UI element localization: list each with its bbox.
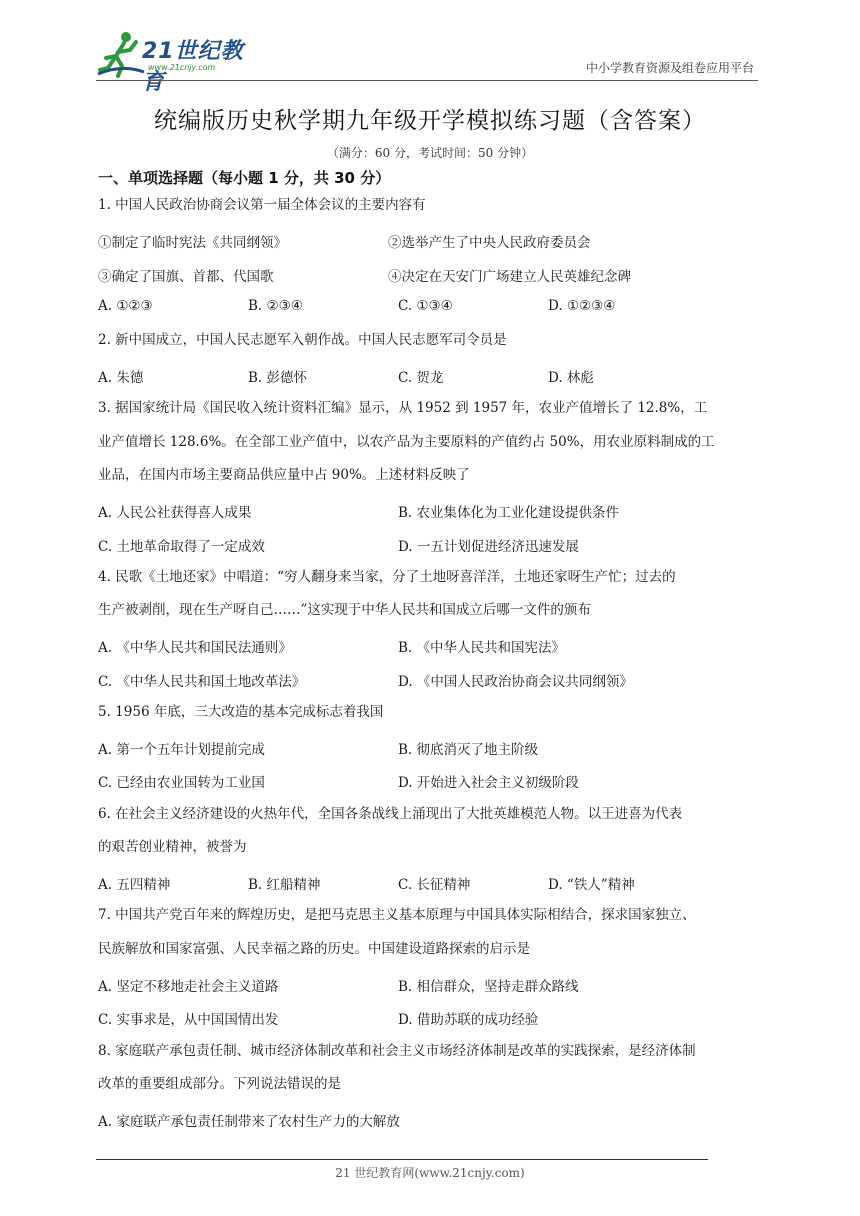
answer-option: A. 朱德 — [98, 370, 144, 386]
question-stem-line: 生产被剥削，现在生产呀自己……”这实现于中华人民共和国成立后哪一文件的颁布 — [98, 602, 591, 618]
statement-item: ②选举产生了中央人民政府委员会 — [388, 235, 591, 251]
platform-name: 中小学教育资源及组卷应用平台 — [585, 61, 754, 75]
logo-text: 21世纪教育 — [142, 39, 244, 95]
header-divider — [96, 80, 758, 81]
answer-option: D. 《中国人民政治协商会议共同纲领》 — [398, 674, 633, 690]
answer-option: D. 借助苏联的成功经验 — [398, 1012, 539, 1028]
question-stem-line: 4. 民歌《土地还家》中唱道：“穷人翻身来当家，分了土地呀喜洋洋，土地还家呀生产忙；过去的 — [98, 569, 676, 585]
answer-option: C. 长征精神 — [398, 877, 471, 893]
answer-option: B. 《中华人民共和国宪法》 — [398, 640, 566, 656]
question-stem-line: 7. 中国共产党百年来的辉煌历史，是把马克思主义基本原理与中国具体实际相结合，探求国家独立、 — [98, 907, 696, 923]
question-stem-line: 3. 据国家统计局《国民收入统计资料汇编》显示，从 1952 到 1957 年，农业产值增长了 12.8%，工 — [98, 400, 708, 416]
answer-option: A. 《中华人民共和国民法通则》 — [98, 640, 292, 656]
question-stem-line: 改革的重要组成部分。下列说法错误的是 — [98, 1076, 341, 1092]
answer-option: B. 红船精神 — [248, 877, 321, 893]
question-stem: 5. 1956 年底，三大改造的基本完成标志着我国 — [98, 704, 384, 720]
question-stem-line: 的艰苦创业精神，被誉为 — [98, 839, 247, 855]
question-stem-line: 8. 家庭联产承包责任制、城市经济体制改革和社会主义市场经济体制是改革的实践探索，是经济体制 — [98, 1043, 696, 1059]
runner-logo-icon — [96, 28, 146, 78]
question-stem-line: 6. 在社会主义经济建设的火热年代，全国各条战线上涌现出了大批英雄模范人物。以王进喜为代表 — [98, 806, 683, 822]
answer-option: A. 五四精神 — [98, 877, 171, 893]
question-stem: 2. 新中国成立，中国人民志愿军入朝作战。中国人民志愿军司令员是 — [98, 332, 507, 348]
answer-option: B. 农业集体化为工业化建设提供条件 — [398, 505, 620, 521]
answer-option: D. 林彪 — [548, 370, 594, 386]
answer-option: D. 开始进入社会主义初级阶段 — [398, 775, 579, 791]
answer-option: A. ①②③ — [98, 298, 153, 314]
answer-option: D. ①②③④ — [548, 298, 616, 314]
page-header — [96, 28, 758, 95]
question-stem-line: 民族解放和国家富强、人民幸福之路的历史。中国建设道路探索的启示是 — [98, 941, 530, 957]
answer-option: C. 实事求是，从中国国情出发 — [98, 1012, 279, 1028]
answer-option: B. 彭德怀 — [248, 370, 308, 386]
answer-option: C. 贺龙 — [398, 370, 444, 386]
question-stem: 1. 中国人民政治协商会议第一届全体会议的主要内容有 — [98, 197, 426, 213]
answer-option: D. “铁人”精神 — [548, 877, 635, 893]
answer-option: C. 土地革命取得了一定成效 — [98, 539, 265, 555]
answer-option: B. 彻底消灭了地主阶级 — [398, 742, 539, 758]
page-title: 统编版历史秋学期九年级开学模拟练习题（含答案） — [154, 108, 706, 134]
logo-url: www.21cnjy.com — [148, 63, 216, 72]
answer-option: A. 坚定不移地走社会主义道路 — [98, 979, 279, 995]
exam-info: （满分：60 分，考试时间：50 分钟） — [326, 146, 534, 160]
statement-item: ③确定了国旗、首都、代国歌 — [98, 269, 274, 285]
footer-divider — [96, 1159, 708, 1160]
statement-item: ④决定在天安门广场建立人民英雄纪念碑 — [388, 269, 631, 285]
answer-option: C. 《中华人民共和国土地改革法》 — [98, 674, 306, 690]
question-stem-line: 业品，在国内市场主要商品供应量中占 90%。上述材料反映了 — [98, 467, 470, 483]
answer-option: D. 一五计划促进经济迅速发展 — [398, 539, 579, 555]
footer-text[interactable]: 21 世纪教育网(www.21cnjy.com) — [335, 1166, 525, 1180]
answer-option: B. 相信群众，坚持走群众路线 — [398, 979, 579, 995]
statement-item: ①制定了临时宪法《共同纲领》 — [98, 235, 287, 251]
answer-option: A. 家庭联产承包责任制带来了农村生产力的大解放 — [98, 1114, 400, 1130]
section-heading: 一、单项选择题（每小题 1 分，共 30 分） — [98, 169, 391, 187]
answer-option: C. ①③④ — [398, 298, 453, 314]
answer-option: C. 已经由农业国转为工业国 — [98, 775, 265, 791]
site-logo — [96, 28, 266, 95]
question-stem-line: 业产值增长 128.6%。在全部工业产值中，以农产品为主要原料的产值约占 50%，用农业原料制成的工 — [98, 434, 715, 450]
answer-option: B. ②③④ — [248, 298, 303, 314]
answer-option: A. 第一个五年计划提前完成 — [98, 742, 265, 758]
answer-option: A. 人民公社获得喜人成果 — [98, 505, 252, 521]
